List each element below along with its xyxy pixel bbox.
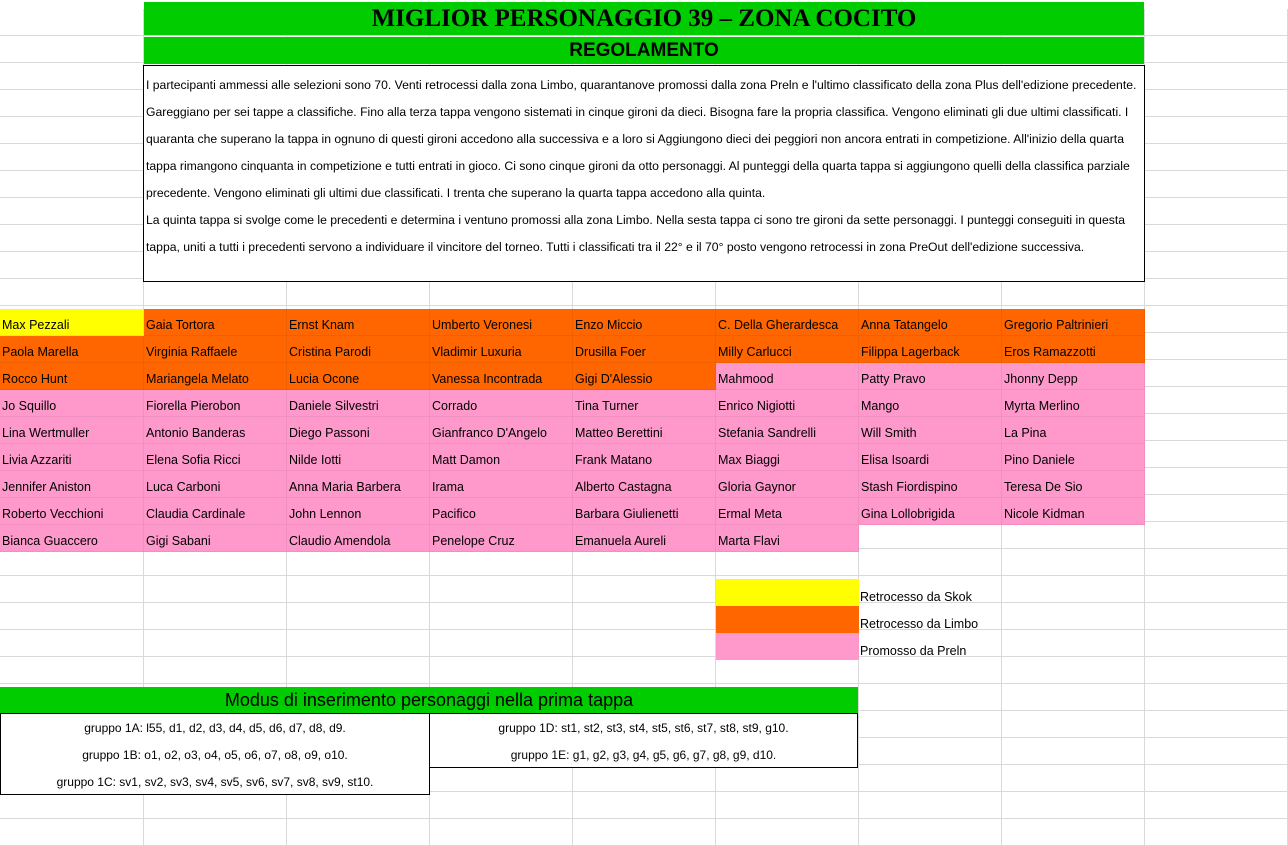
grid-cell[interactable]: [1145, 468, 1288, 495]
grid-cell[interactable]: [1145, 360, 1288, 387]
grid-cell[interactable]: [0, 36, 144, 63]
legend-label: Retrocesso da Limbo: [860, 617, 979, 631]
participant-cell[interactable]: Mariangela Melato: [144, 363, 287, 390]
grid-cell[interactable]: [0, 90, 144, 117]
participant-cell[interactable]: Paola Marella: [0, 336, 144, 363]
grid-cell[interactable]: [1145, 684, 1288, 711]
participant-cell[interactable]: La Pina: [1002, 417, 1145, 444]
participant-cell[interactable]: Daniele Silvestri: [287, 390, 430, 417]
group-line[interactable]: gruppo 1C: sv1, sv2, sv3, sv4, sv5, sv6, sv7, sv8, sv9, st10.: [56, 774, 374, 789]
grid-cell[interactable]: [573, 792, 716, 819]
grid-cell[interactable]: [430, 657, 573, 684]
grid-cell[interactable]: [0, 279, 144, 306]
participant-cell[interactable]: Fiorella Pierobon: [144, 390, 287, 417]
participant-cell[interactable]: Max Pezzali: [0, 309, 144, 336]
grid-cell[interactable]: [287, 819, 430, 846]
modus-left-box: [0, 713, 430, 795]
grid-cell[interactable]: [1002, 765, 1145, 792]
participant-cell[interactable]: Tina Turner: [573, 390, 716, 417]
participant-cell[interactable]: Anna Maria Barbera: [287, 471, 430, 498]
participant-cell[interactable]: Elisa Isoardi: [859, 444, 1002, 471]
grid-cell[interactable]: [0, 171, 144, 198]
grid-cell[interactable]: [573, 657, 716, 684]
grid-cell[interactable]: [287, 279, 430, 306]
grid-cell[interactable]: [1145, 819, 1288, 846]
grid-cell[interactable]: [0, 9, 144, 36]
grid-cell[interactable]: [1145, 171, 1288, 198]
grid-cell[interactable]: [573, 576, 716, 603]
grid-cell[interactable]: [430, 603, 573, 630]
participant-cell[interactable]: Myrta Merlino: [1002, 390, 1145, 417]
grid-cell[interactable]: [0, 252, 144, 279]
grid-cell[interactable]: [430, 792, 573, 819]
grid-cell[interactable]: [144, 792, 287, 819]
grid-cell[interactable]: [1145, 792, 1288, 819]
participant-cell[interactable]: Luca Carboni: [144, 471, 287, 498]
grid-cell[interactable]: [1002, 522, 1145, 549]
participant-cell[interactable]: Livia Azzariti: [0, 444, 144, 471]
grid-cell[interactable]: [573, 549, 716, 576]
legend-swatch: [716, 606, 859, 633]
participant-cell[interactable]: Gaia Tortora: [144, 309, 287, 336]
participant-cell[interactable]: Milly Carlucci: [716, 336, 859, 363]
participant-cell[interactable]: Penelope Cruz: [430, 525, 573, 552]
grid-cell[interactable]: [144, 819, 287, 846]
grid-cell[interactable]: [573, 765, 716, 792]
grid-cell[interactable]: [1145, 711, 1288, 738]
grid-cell[interactable]: [1145, 198, 1288, 225]
participant-cell[interactable]: Matt Damon: [430, 444, 573, 471]
participant-cell[interactable]: Gregorio Paltrinieri: [1002, 309, 1145, 336]
grid-cell[interactable]: [859, 819, 1002, 846]
grid-cell[interactable]: [0, 603, 144, 630]
grid-cell[interactable]: [1002, 657, 1145, 684]
rules-paragraph-1: I partecipanti ammessi alle selezioni sono 70. Venti retrocessi dalla zona Limbo, quarantanove promossi dalla zona Preln e l'ultimo classificato della zona Plus dell'edizione precedente. Gareggiano per sei tappe a classifiche. Fino alla terza tappa vengono sistemati in cinque gironi da dieci. Bisogna fare la propria classifica. Vengono eliminati gli due ultimi classificati. I quaranta che superano la tappa in ognuno di questi gironi accedono alla successiva e a loro si Aggiungono dieci dei peggiori non ancora entrati in competizione. All'inizio della quarta tappa rimangono cinquanta in competizione e tutti entrati in gioco. Ci sono cinque gironi da otto personaggi. Al punteggi della quarta tappa si aggiungono quelli della classifica parziale precedente. Vengono eliminati gli ultimi due classificati. I trenta che superano la quarta tappa accedono alla quinta.: [146, 78, 1137, 200]
participant-cell[interactable]: Antonio Banderas: [144, 417, 287, 444]
grid-cell[interactable]: [287, 549, 430, 576]
grid-cell[interactable]: [0, 792, 144, 819]
participant-cell[interactable]: Corrado: [430, 390, 573, 417]
participant-cell[interactable]: Diego Passoni: [287, 417, 430, 444]
grid-cell[interactable]: [430, 576, 573, 603]
grid-cell[interactable]: [859, 711, 1002, 738]
modus-right-box: [429, 713, 858, 768]
grid-cell[interactable]: [1145, 765, 1288, 792]
participant-cell[interactable]: Lucia Ocone: [287, 363, 430, 390]
grid-cell[interactable]: [859, 792, 1002, 819]
grid-cell[interactable]: [573, 819, 716, 846]
participant-cell[interactable]: Gianfranco D'Angelo: [430, 417, 573, 444]
grid-cell[interactable]: [1002, 603, 1145, 630]
grid-cell[interactable]: [0, 819, 144, 846]
grid-cell[interactable]: [430, 819, 573, 846]
participant-cell[interactable]: Gina Lollobrigida: [859, 498, 1002, 525]
grid-cell[interactable]: [144, 576, 287, 603]
grid-cell[interactable]: [287, 792, 430, 819]
grid-cell[interactable]: [1145, 306, 1288, 333]
grid-cell[interactable]: [144, 603, 287, 630]
participant-cell[interactable]: Mahmood: [716, 363, 859, 390]
grid-cell[interactable]: [0, 63, 144, 90]
grid-cell[interactable]: [144, 630, 287, 657]
grid-cell[interactable]: [1145, 63, 1288, 90]
grid-cell[interactable]: [430, 630, 573, 657]
grid-cell[interactable]: [1145, 522, 1288, 549]
grid-cell[interactable]: [1145, 144, 1288, 171]
participant-cell[interactable]: Nicole Kidman: [1002, 498, 1145, 525]
legend-swatch: [716, 633, 859, 660]
participant-cell[interactable]: Stash Fiordispino: [859, 471, 1002, 498]
grid-cell[interactable]: [1145, 441, 1288, 468]
grid-cell[interactable]: [1145, 252, 1288, 279]
grid-cell[interactable]: [716, 279, 859, 306]
grid-cell[interactable]: [1145, 387, 1288, 414]
sheet-title: MIGLIOR PERSONAGGIO 39 – ZONA COCITO: [144, 2, 1144, 36]
legend-swatch: [716, 579, 859, 606]
grid-cell[interactable]: [1002, 711, 1145, 738]
participant-cell[interactable]: Claudia Cardinale: [144, 498, 287, 525]
grid-cell[interactable]: [716, 819, 859, 846]
participant-cell[interactable]: Vanessa Incontrada: [430, 363, 573, 390]
grid-cell[interactable]: [144, 279, 287, 306]
grid-cell[interactable]: [1145, 36, 1288, 63]
participant-cell[interactable]: Jennifer Aniston: [0, 471, 144, 498]
participant-cell[interactable]: Patty Pravo: [859, 363, 1002, 390]
sheet-subtitle: REGOLAMENTO: [144, 37, 1144, 64]
grid-cell[interactable]: [1145, 9, 1288, 36]
grid-cell[interactable]: [573, 630, 716, 657]
group-line[interactable]: gruppo 1D: st1, st2, st3, st4, st5, st6, st7, st8, st9, g10.: [498, 720, 789, 735]
participant-cell[interactable]: Eros Ramazzotti: [1002, 336, 1145, 363]
grid-cell[interactable]: [144, 657, 287, 684]
grid-cell[interactable]: [287, 657, 430, 684]
participant-cell[interactable]: Ernst Knam: [287, 309, 430, 336]
group-line[interactable]: gruppo 1B: o1, o2, o3, o4, o5, o6, o7, o8, o9, o10.: [82, 747, 348, 762]
participant-cell[interactable]: Irama: [430, 471, 573, 498]
participant-cell[interactable]: Filippa Lagerback: [859, 336, 1002, 363]
grid-cell[interactable]: [716, 792, 859, 819]
participant-cell[interactable]: Virginia Raffaele: [144, 336, 287, 363]
grid-cell[interactable]: [1002, 279, 1145, 306]
grid-cell[interactable]: [287, 576, 430, 603]
grid-cell[interactable]: [716, 549, 859, 576]
participant-cell[interactable]: Elena Sofia Ricci: [144, 444, 287, 471]
grid-cell[interactable]: [859, 684, 1002, 711]
grid-cell[interactable]: [1145, 225, 1288, 252]
participant-cell[interactable]: Gigi D'Alessio: [573, 363, 716, 390]
grid-cell[interactable]: [0, 144, 144, 171]
participant-cell[interactable]: Pacifico: [430, 498, 573, 525]
participant-cell[interactable]: Bianca Guaccero: [0, 525, 144, 552]
grid-cell[interactable]: [0, 225, 144, 252]
participant-cell[interactable]: Enrico Nigiotti: [716, 390, 859, 417]
participant-cell[interactable]: Gloria Gaynor: [716, 471, 859, 498]
group-line[interactable]: gruppo 1E: g1, g2, g3, g4, g5, g6, g7, g8, g9, d10.: [510, 747, 777, 762]
grid-cell[interactable]: [1145, 495, 1288, 522]
grid-cell[interactable]: [1145, 738, 1288, 765]
grid-cell[interactable]: [0, 549, 144, 576]
grid-cell[interactable]: [1002, 684, 1145, 711]
participant-cell[interactable]: Mango: [859, 390, 1002, 417]
participant-cell[interactable]: Marta Flavi: [716, 525, 859, 552]
grid-cell[interactable]: [859, 765, 1002, 792]
grid-cell[interactable]: [1145, 603, 1288, 630]
grid-cell[interactable]: [1145, 576, 1288, 603]
grid-cell[interactable]: [1002, 819, 1145, 846]
grid-cell[interactable]: [287, 603, 430, 630]
participant-cell[interactable]: Roberto Vecchioni: [0, 498, 144, 525]
grid-cell[interactable]: [0, 198, 144, 225]
grid-cell[interactable]: [716, 657, 859, 684]
grid-cell[interactable]: [430, 279, 573, 306]
grid-cell[interactable]: [1145, 657, 1288, 684]
grid-cell[interactable]: [1145, 90, 1288, 117]
participant-cell[interactable]: Emanuela Aureli: [573, 525, 716, 552]
participant-cell[interactable]: C. Della Gherardesca: [716, 309, 859, 336]
grid-cell[interactable]: [859, 657, 1002, 684]
grid-cell[interactable]: [1145, 549, 1288, 576]
participant-cell[interactable]: Gigi Sabani: [144, 525, 287, 552]
participant-cell[interactable]: Drusilla Foer: [573, 336, 716, 363]
grid-cell[interactable]: [1002, 792, 1145, 819]
grid-cell[interactable]: [430, 549, 573, 576]
grid-cell[interactable]: [859, 549, 1002, 576]
grid-cell[interactable]: [716, 765, 859, 792]
grid-cell[interactable]: [1145, 630, 1288, 657]
grid-cell[interactable]: [1145, 414, 1288, 441]
participant-cell[interactable]: Frank Matano: [573, 444, 716, 471]
grid-cell[interactable]: [859, 738, 1002, 765]
grid-cell[interactable]: [859, 522, 1002, 549]
grid-cell[interactable]: [573, 279, 716, 306]
participant-cell[interactable]: Cristina Parodi: [287, 336, 430, 363]
grid-cell[interactable]: [1145, 117, 1288, 144]
grid-cell[interactable]: [859, 279, 1002, 306]
participant-cell[interactable]: Lina Wertmuller: [0, 417, 144, 444]
participant-cell[interactable]: Teresa De Sio: [1002, 471, 1145, 498]
grid-cell[interactable]: [0, 576, 144, 603]
participant-cell[interactable]: Stefania Sandrelli: [716, 417, 859, 444]
participant-cell[interactable]: Matteo Berettini: [573, 417, 716, 444]
participant-cell[interactable]: Alberto Castagna: [573, 471, 716, 498]
group-line[interactable]: gruppo 1A: l55, d1, d2, d3, d4, d5, d6, d7, d8, d9.: [84, 720, 346, 735]
rules-text-box[interactable]: [143, 65, 1145, 282]
grid-cell[interactable]: [573, 603, 716, 630]
grid-cell[interactable]: [0, 657, 144, 684]
participant-cell[interactable]: Barbara Giulienetti: [573, 498, 716, 525]
grid-cell[interactable]: [430, 765, 573, 792]
participant-cell[interactable]: Rocco Hunt: [0, 363, 144, 390]
grid-cell[interactable]: [0, 630, 144, 657]
participant-cell[interactable]: Jo Squillo: [0, 390, 144, 417]
modus-title: Modus di inserimento personaggi nella prima tappa: [0, 687, 858, 713]
legend-label: Promosso da Preln: [860, 644, 967, 658]
participant-cell[interactable]: Claudio Amendola: [287, 525, 430, 552]
participant-cell[interactable]: Enzo Miccio: [573, 309, 716, 336]
participant-cell[interactable]: Anna Tatangelo: [859, 309, 1002, 336]
grid-cell[interactable]: [287, 630, 430, 657]
participant-cell[interactable]: Ermal Meta: [716, 498, 859, 525]
grid-cell[interactable]: [1145, 333, 1288, 360]
participant-cell[interactable]: Vladimir Luxuria: [430, 336, 573, 363]
grid-cell[interactable]: [1002, 630, 1145, 657]
grid-cell[interactable]: [1002, 576, 1145, 603]
participant-cell[interactable]: Nilde Iotti: [287, 444, 430, 471]
grid-cell[interactable]: [1002, 738, 1145, 765]
grid-cell[interactable]: [1145, 279, 1288, 306]
participant-cell[interactable]: John Lennon: [287, 498, 430, 525]
participant-cell[interactable]: Will Smith: [859, 417, 1002, 444]
participant-cell[interactable]: Max Biaggi: [716, 444, 859, 471]
participant-cell[interactable]: Jhonny Depp: [1002, 363, 1145, 390]
legend-label: Retrocesso da Skok: [860, 590, 972, 604]
rules-paragraph-2: La quinta tappa si svolge come le precedenti e determina i ventuno promossi alla zona Limbo. Nella sesta tappa ci sono tre gironi da sette personaggi. I punteggi conseguiti in questa tappa, uniti a tutti i precedenti servono a individuare il vincitore del torneo. Tutti i classificati tra il 22° e il 70° posto vengono retrocessi in zona PreOut dell'edizione successiva.: [146, 213, 1125, 254]
grid-cell[interactable]: [0, 117, 144, 144]
participant-cell[interactable]: Umberto Veronesi: [430, 309, 573, 336]
grid-cell[interactable]: [1002, 549, 1145, 576]
grid-cell[interactable]: [144, 549, 287, 576]
participant-cell[interactable]: Pino Daniele: [1002, 444, 1145, 471]
